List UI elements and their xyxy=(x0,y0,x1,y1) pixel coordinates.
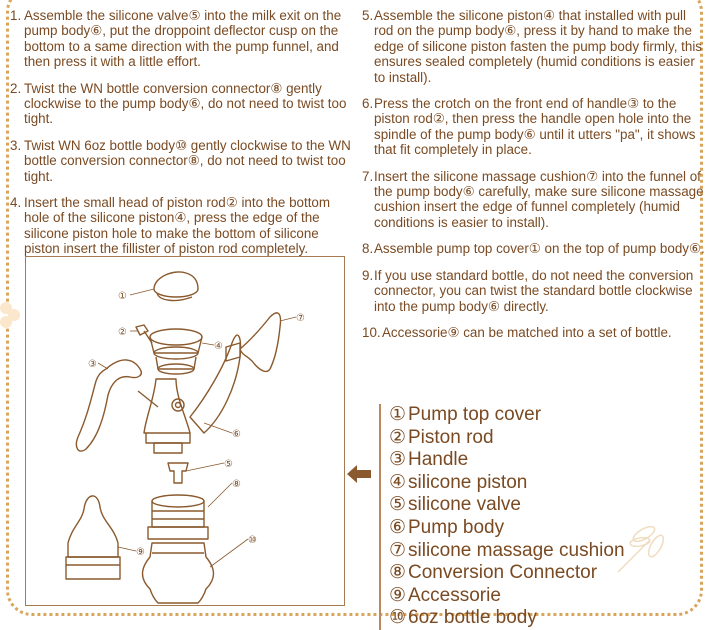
diagram-drawing xyxy=(26,257,344,605)
callout-6: ⑥ xyxy=(232,429,241,440)
step-item: 9. If you use standard bottle, do not need the conversion connector, you can twist the standard bottle clockwise into the pump body⑥ directly. xyxy=(362,267,694,314)
callout-8: ⑧ xyxy=(232,479,241,490)
step-item: 8. Assemble pump top cover① on the top of pump body⑥. xyxy=(362,241,705,257)
legend-item: ⑩ 6oz bottle body xyxy=(389,607,537,629)
legend-item: ⑧ Conversion Connector xyxy=(389,562,598,584)
legend-item: ④ silicone piston xyxy=(389,471,528,493)
step-text: Twist the WN bottle conversion connector⑧ gently clockwise to the pump body⑥, do not need to twist too tight. xyxy=(24,80,347,127)
step-text: Press the crotch on the front end of handle③ to the piston rod②, then press the handle open hole into the spindle of the pump body⑥ until it utters "pa", it shows that fit completely in place. xyxy=(374,96,696,158)
callout-10: ⑩ xyxy=(248,535,257,546)
callout-4: ④ xyxy=(214,341,223,352)
left-arrow-icon xyxy=(347,465,371,488)
pump-top-cover-drawing xyxy=(154,272,198,301)
step-text: If you use standard bottle, do not need the conversion connector, you can twist the standard bottle clockwise into the pump body⑥ directly. xyxy=(374,267,694,314)
callout-7: ⑦ xyxy=(296,313,305,324)
callout-9: ⑨ xyxy=(136,547,145,558)
handle-drawing xyxy=(76,360,141,451)
step-item: 5. Assemble the silicone piston④ that installed with pull rod on the pump body⑥, press it by hand to make the edge of silicone piston fasten the pump body firmly, this ensures sealed completely (humid conditions is easier to install). xyxy=(362,8,702,85)
instructions-right-column xyxy=(362,8,705,351)
callout-3: ③ xyxy=(88,359,97,370)
piston-rod-drawing xyxy=(136,325,152,343)
step-text: Insert the silicone massage cushion⑦ into the funnel of the pump body⑥ carefully, make sure silicone massage cushion insert the edge of funnel completely (humid conditions is easier to install). xyxy=(374,168,704,230)
step-item: 2. Twist the WN bottle conversion connector⑧ gently clockwise to the pump body⑥, do not need to twist too tight. xyxy=(10,80,347,127)
callout-2: ② xyxy=(118,327,127,338)
instructions-left-column xyxy=(10,8,356,268)
legend-item: ⑨ Accessorie xyxy=(389,584,501,606)
step-item: 7. Insert the silicone massage cushion⑦ into the funnel of the pump body⑥ carefully, make sure silicone massage cushion insert the edge of funnel completely (humid conditions is easier to install). xyxy=(362,168,704,230)
step-text: Insert the small head of piston rod② into the bottom hole of the silicone piston④, press the edge of the silicone piston hole to make the bottom of silicone piston insert the fillister of piston rod completely. xyxy=(24,195,331,257)
flower-decoration-icon xyxy=(0,300,24,335)
callout-1: ① xyxy=(118,291,127,302)
legend-item: ⑦ silicone massage cushion xyxy=(389,539,625,561)
legend-item: ⑤ silicone valve xyxy=(389,494,521,516)
step-text: Twist WN 6oz bottle body⑩ gently clockwise to the WN bottle conversion connector⑧, do not need to twist too tight. xyxy=(24,137,351,184)
bottle-body-drawing xyxy=(143,543,214,603)
callout-5: ⑤ xyxy=(224,459,233,470)
step-item: 10. Accessorie⑨ can be matched into a set of bottle. xyxy=(362,324,672,340)
step-text: Assemble the silicone valve⑤ into the milk exit on the pump body⑥, put the droppoint deflector cusp on the bottom to a same direction with the pump funnel, and then press it with a little effort. xyxy=(24,8,342,70)
step-item: 1. Assemble the silicone valve⑤ into the milk exit on the pump body⑥, put the droppoint deflector cusp on the bottom to a same direction with the pump funnel, and then press it with a little effort. xyxy=(10,8,342,70)
conversion-connector-drawing xyxy=(148,495,208,539)
step-text: Assemble the silicone piston④ that installed with pull rod on the pump body⑥, press it by hand to make the edge of silicone piston fasten the pump body firmly, this ensures sealed completely (humid conditions is easier to install). xyxy=(374,8,702,85)
silicone-valve-drawing xyxy=(168,463,188,483)
legend-item: ① Pump top cover xyxy=(389,404,542,425)
silicone-piston-drawing xyxy=(150,329,202,374)
step-text: Assemble pump top cover① on the top of pump body⑥. xyxy=(374,241,705,257)
parts-legend xyxy=(379,404,625,630)
legend-item: ⑥ Pump body xyxy=(389,516,505,538)
step-text: Accessorie⑨ can be matched into a set of bottle. xyxy=(382,324,672,340)
dragonfly-icon xyxy=(610,520,670,585)
accessorie-drawing xyxy=(66,496,120,579)
step-item: 4. Insert the small head of piston rod② into the bottom hole of the silicone piston④, press the edge of the silicone piston hole to make the bottom of silicone piston insert the fillister of piston rod completely. xyxy=(10,195,331,257)
legend-item: ② Piston rod xyxy=(389,426,494,448)
legend-item: ③ Handle xyxy=(389,449,469,471)
step-item: 6. Press the crotch on the front end of handle③ to the piston rod②, then press the handle open hole into the spindle of the pump body⑥ until it utters "pa", it shows that fit completely in place. xyxy=(362,96,696,158)
step-item: 3. Twist WN 6oz bottle body⑩ gently clockwise to the WN bottle conversion connector⑧, do not need to twist too tight. xyxy=(10,137,351,184)
exploded-assembly-diagram xyxy=(25,256,345,606)
